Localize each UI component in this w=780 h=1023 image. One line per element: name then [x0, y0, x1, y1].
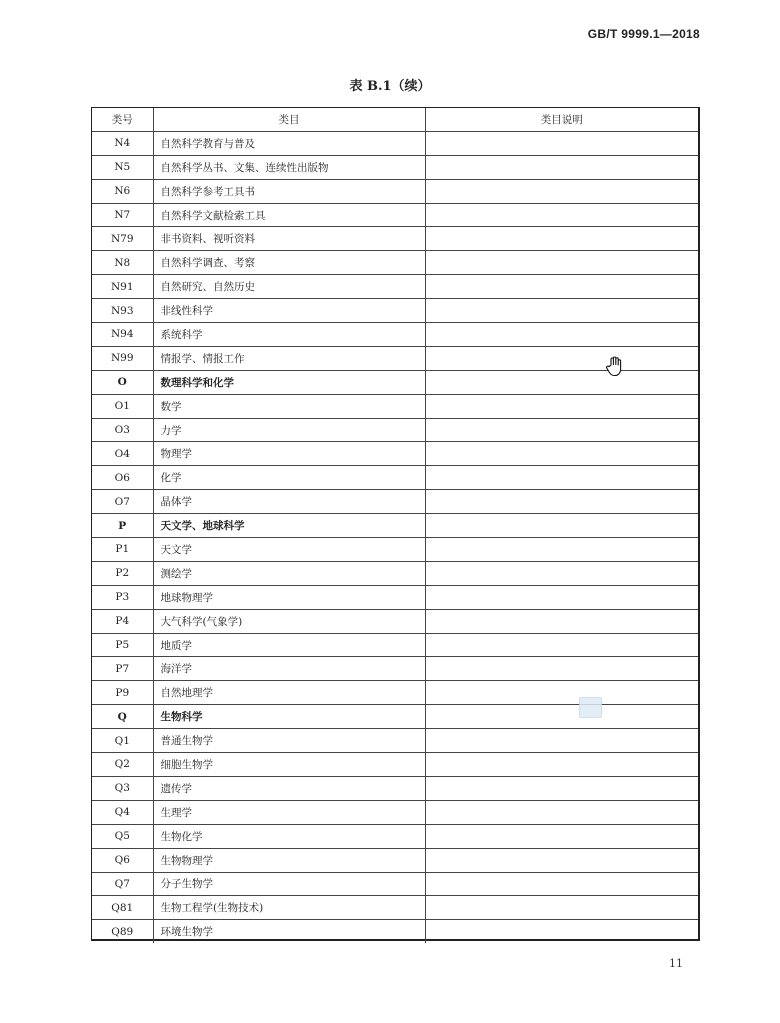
row-code: N7: [92, 203, 153, 227]
row-description: [425, 466, 698, 490]
row-category: 自然科学参考工具书: [153, 179, 425, 203]
row-category: 自然科学调查、考察: [153, 251, 425, 275]
row-description: [425, 681, 698, 705]
row-code: P1: [92, 538, 153, 562]
row-category: 天文学、地球科学: [153, 514, 425, 538]
table-row: [92, 394, 698, 418]
row-code: N5: [92, 155, 153, 179]
row-description: [425, 538, 698, 562]
table-title: 表 B.1（续）: [349, 79, 431, 94]
row-category: 生物化学: [153, 824, 425, 848]
row-description: [425, 920, 698, 943]
row-category: 普通生物学: [153, 729, 425, 753]
table-row: [92, 131, 698, 155]
table-header-row: [92, 108, 698, 131]
row-description: [425, 490, 698, 514]
row-code: N8: [92, 251, 153, 275]
row-category: 自然地理学: [153, 681, 425, 705]
row-category: 地球物理学: [153, 585, 425, 609]
table-row: [92, 418, 698, 442]
row-code: O3: [92, 418, 153, 442]
row-category: 大气科学(气象学): [153, 609, 425, 633]
row-description: [425, 872, 698, 896]
row-category: 非书资料、视听资料: [153, 227, 425, 251]
row-category: 环境生物学: [153, 920, 425, 943]
row-code: N93: [92, 299, 153, 323]
row-description: [425, 299, 698, 323]
row-code: Q6: [92, 848, 153, 872]
row-description: [425, 227, 698, 251]
table-row: [92, 203, 698, 227]
table-row: [92, 466, 698, 490]
column-header-code: 类号: [92, 108, 153, 131]
row-description: [425, 179, 698, 203]
table-row: [92, 323, 698, 347]
row-description: [425, 561, 698, 585]
row-description: [425, 323, 698, 347]
row-description: [425, 251, 698, 275]
row-code: P: [92, 514, 153, 538]
row-code: O: [92, 370, 153, 394]
table-row: [92, 538, 698, 562]
row-category: 数学: [153, 394, 425, 418]
row-category: 数理科学和化学: [153, 370, 425, 394]
row-code: Q2: [92, 753, 153, 777]
row-category: 自然科学文献检索工具: [153, 203, 425, 227]
row-category: 情报学、情报工作: [153, 346, 425, 370]
table-row: [92, 753, 698, 777]
row-code: O4: [92, 442, 153, 466]
table-row: [92, 705, 698, 729]
page-number: 11: [669, 957, 683, 970]
row-code: P3: [92, 585, 153, 609]
row-category: 生物科学: [153, 705, 425, 729]
row-category: 天文学: [153, 538, 425, 562]
row-code: O1: [92, 394, 153, 418]
table-row: [92, 227, 698, 251]
row-description: [425, 275, 698, 299]
row-description: [425, 418, 698, 442]
row-category: 生物物理学: [153, 848, 425, 872]
table-row: [92, 490, 698, 514]
table-row: [92, 585, 698, 609]
row-description: [425, 753, 698, 777]
row-code: N4: [92, 131, 153, 155]
document-overlay-icon: [579, 697, 602, 718]
row-category: 生理学: [153, 800, 425, 824]
table-row: [92, 729, 698, 753]
row-code: Q81: [92, 896, 153, 920]
row-code: N79: [92, 227, 153, 251]
table-row: [92, 896, 698, 920]
table-row: [92, 776, 698, 800]
row-category: 晶体学: [153, 490, 425, 514]
row-category: 自然科学丛书、文集、连续性出版物: [153, 155, 425, 179]
table-row: [92, 299, 698, 323]
table-row: [92, 681, 698, 705]
row-code: P9: [92, 681, 153, 705]
table-row: [92, 514, 698, 538]
row-description: [425, 633, 698, 657]
table-row: [92, 251, 698, 275]
table-row: [92, 633, 698, 657]
row-description: [425, 131, 698, 155]
table-row: [92, 872, 698, 896]
table-row: [92, 275, 698, 299]
standard-code-header: GB/T 9999.1—2018: [587, 27, 700, 41]
row-code: Q7: [92, 872, 153, 896]
row-code: O6: [92, 466, 153, 490]
table-row: [92, 800, 698, 824]
row-description: [425, 729, 698, 753]
row-category: 细胞生物学: [153, 753, 425, 777]
row-category: 自然研究、自然历史: [153, 275, 425, 299]
row-description: [425, 203, 698, 227]
row-category: 生物工程学(生物技术): [153, 896, 425, 920]
table-row: [92, 920, 698, 943]
row-description: [425, 896, 698, 920]
row-category: 测绘学: [153, 561, 425, 585]
row-code: P4: [92, 609, 153, 633]
row-code: N94: [92, 323, 153, 347]
column-header-description: 类目说明: [425, 108, 698, 131]
row-code: O7: [92, 490, 153, 514]
row-code: N6: [92, 179, 153, 203]
row-category: 化学: [153, 466, 425, 490]
row-category: 遗传学: [153, 776, 425, 800]
row-description: [425, 346, 698, 370]
table-row: [92, 609, 698, 633]
row-description: [425, 394, 698, 418]
row-code: N99: [92, 346, 153, 370]
table-row: [92, 848, 698, 872]
row-code: Q4: [92, 800, 153, 824]
row-description: [425, 442, 698, 466]
table-row: [92, 824, 698, 848]
row-code: P7: [92, 657, 153, 681]
row-code: Q1: [92, 729, 153, 753]
row-category: 物理学: [153, 442, 425, 466]
row-category: 系统科学: [153, 323, 425, 347]
row-code: P2: [92, 561, 153, 585]
table-row: [92, 442, 698, 466]
row-description: [425, 155, 698, 179]
table-row: [92, 179, 698, 203]
row-category: 分子生物学: [153, 872, 425, 896]
category-table: [91, 107, 700, 941]
row-description: [425, 609, 698, 633]
row-description: [425, 514, 698, 538]
row-category: 海洋学: [153, 657, 425, 681]
row-category: 力学: [153, 418, 425, 442]
row-description: [425, 585, 698, 609]
row-code: Q: [92, 705, 153, 729]
row-description: [425, 705, 698, 729]
row-description: [425, 370, 698, 394]
row-code: N91: [92, 275, 153, 299]
row-code: P5: [92, 633, 153, 657]
row-description: [425, 776, 698, 800]
hand-pointer-icon: [604, 356, 626, 378]
row-description: [425, 848, 698, 872]
row-description: [425, 657, 698, 681]
row-code: Q3: [92, 776, 153, 800]
row-code: Q89: [111, 925, 134, 938]
table-row: [92, 155, 698, 179]
row-category: 非线性科学: [153, 299, 425, 323]
row-category: 地质学: [153, 633, 425, 657]
table-row: [92, 561, 698, 585]
row-description: [425, 824, 698, 848]
row-code: Q5: [92, 824, 153, 848]
column-header-category: 类目: [153, 108, 425, 131]
table-row: [92, 657, 698, 681]
row-description: [425, 800, 698, 824]
row-category: 自然科学教育与普及: [153, 131, 425, 155]
